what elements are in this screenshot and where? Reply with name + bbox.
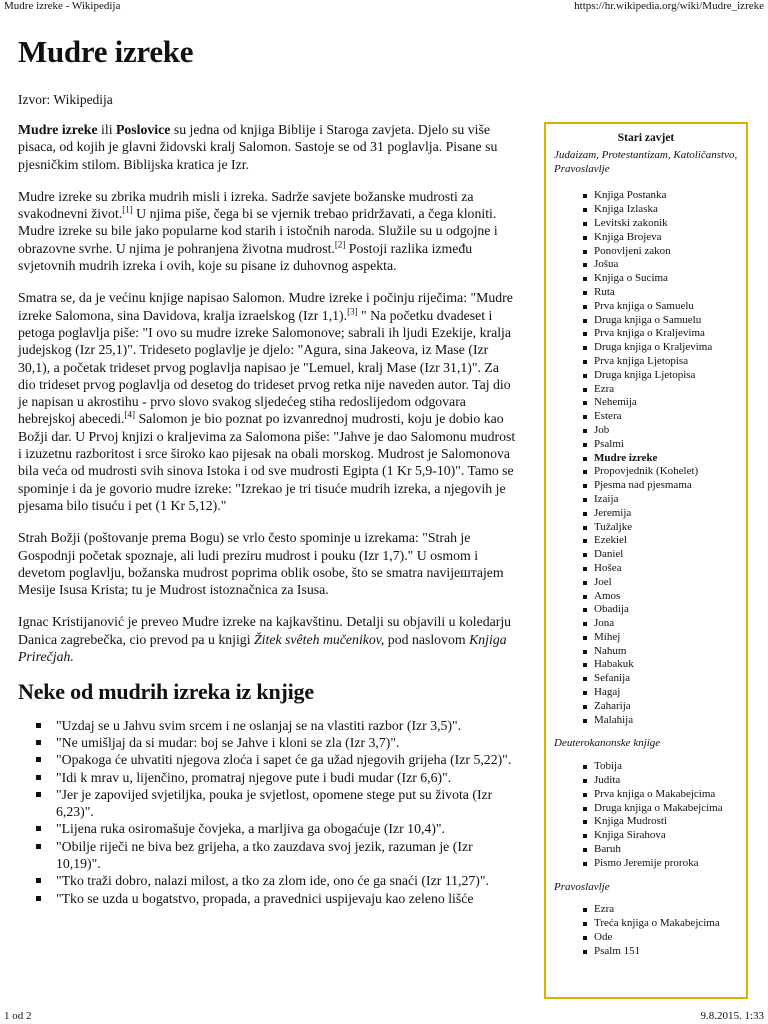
list-item: "Tko traži dobro, nalazi milost, a tko za zlom ide, ono će ga snaći (Izr 11,27)". (56, 872, 520, 889)
infobox-book-link[interactable]: Ruta (594, 286, 746, 300)
infobox-book-link[interactable]: Prva knjiga o Makabejcima (594, 788, 746, 802)
list-item: "Idi k mrav u, lijenčino, promatraj njegove pute i budi mudar (Izr 6,6)". (56, 769, 520, 786)
infobox-book-link[interactable]: Ponovljeni zakon (594, 245, 746, 259)
footnote-ref-3[interactable]: [3] (347, 306, 358, 317)
infobox-book-link[interactable]: Druga knjiga Ljetopisa (594, 369, 746, 383)
infobox-book-link[interactable]: Prva knjiga o Kraljevima (594, 327, 746, 341)
infobox-book-link[interactable]: Knjiga o Sucima (594, 272, 746, 286)
paragraph-2: Mudre izreke su zbrika mudrih misli i izreka. Sadrže savjete božanske mudrosti za svakodnevni život.[1] U njima piše, čega bi se vjernik trebao pridržavati, a čega kloniti. Mudre izreke su bile jako popularne kod starih i istočnih naroda. Služile su u odgojne i obrazovne svrhe. U njima je pohranjena životna mudrost.[2] Postoji razlika između svjetovnih mudrih izreka i ovih, koje su pisane iz duhovnog aspekta. (18, 188, 498, 274)
quotes-list (18, 717, 520, 907)
infobox-book-link[interactable]: Baruh (594, 843, 746, 857)
infobox-book-link[interactable]: Obadija (594, 603, 746, 617)
infobox-book-link[interactable]: Zaharija (594, 700, 746, 714)
infobox-books-list (546, 189, 746, 727)
infobox-book-link[interactable]: Izaija (594, 493, 746, 507)
list-item: "Lijena ruka osiromašuje čovjeka, a marljiva ga obogaćuje (Izr 10,4)". (56, 820, 520, 837)
infobox-deutero-list (546, 760, 746, 870)
infobox-book-link[interactable]: Propovjednik (Kohelet) (594, 465, 746, 479)
infobox-book-link[interactable]: Jeremija (594, 507, 746, 521)
infobox-book-link[interactable]: Treća knjiga o Makabejcima (594, 917, 746, 931)
list-item: "Opakoga će uhvatiti njegova zloća i sapet će ga užad njegovih grijeha (Izr 5,22)". (56, 751, 520, 768)
infobox-book-link[interactable]: Psalm 151 (594, 945, 746, 959)
footnote-ref-2[interactable]: [2] (334, 239, 346, 250)
infobox-book-link[interactable]: Job (594, 424, 746, 438)
infobox-title[interactable]: Stari zavjet (617, 132, 675, 144)
infobox-old-testament (544, 122, 748, 999)
infobox-book-link[interactable]: Ezra (594, 383, 746, 397)
article-source: Izvor: Wikipedija (18, 92, 113, 107)
infobox-book-link[interactable]: Druga knjiga o Kraljevima (594, 341, 746, 355)
print-page-number: 1 od 2 (4, 1010, 32, 1022)
infobox-book-link[interactable]: Joel (594, 576, 746, 590)
article-title: Mudre izreke (18, 34, 194, 69)
infobox-book-link[interactable]: Amos (594, 590, 746, 604)
infobox-orthodox-heading: Pravoslavlje (554, 880, 610, 893)
print-header (0, 0, 768, 16)
infobox-book-link[interactable]: Tužaljke (594, 521, 746, 535)
list-item: "Uzdaj se u Jahvu svim srcem i ne oslanjaj se na vlastiti razbor (Izr 3,5)". (56, 717, 520, 734)
infobox-book-link[interactable]: Levitski zakonik (594, 217, 746, 231)
list-item: "Tko se uzda u bogatstvo, propada, a pravednici uspijevaju kao zeleno lišće (56, 890, 520, 907)
list-item: "Ne umišljaj da si mudar: boj se Jahve i kloni se zla (Izr 3,7)". (56, 734, 520, 751)
print-url: https://hr.wikipedia.org/wiki/Mudre_izreke (574, 0, 764, 12)
infobox-subtitle: Judaizam, Protestantizam, Katoličanstvo, Pravoslavlje (554, 148, 738, 175)
section-heading: Neke od mudrih izreka iz knjige (18, 679, 314, 705)
infobox-book-link[interactable]: Psalmi (594, 438, 746, 452)
italic-title-knjiga: Knjiga Prirečjah. (18, 631, 507, 665)
paragraph-3: Smatra se, da je većinu knjige napisao Salomon. Mudre izreke i počinju riječima: "Mudre izreke Salomona, sina Davidova, kralja izraelskog (Izr 1,1).[3] " Na početku dvadeset i petoga poglavlja piše: "I ovo su mudre izreke Salomonove; sabrali ih ljudi Ezekije, kralja judejskog (Izr 25,1)". Trideseto poglavlje je djelo: "Agura, sina Jakeova, iz Mase (Izr 30,1), a početak trideset prvog poglavlja napisao je "Lemuel, kralj Mase (Izr 31,1)". Za dio trideset prvog poglavlja od desetog do trideset prvog retka nije naveden autor. Taj dio je napisan u akrostihu - prvo slovo svakog sljedećeg stiha redoslijedom odgovara hebrejskoj abecedi.[4] Salomon je bio poznat po izvanrednoj mudrosti, koju je dobio kao Božji dar. U Prvoj knjizi o kraljevima za Salomona piše: "Jahve je dao Salomonu mudrost i izuzetnu razboritost i srce široko kao pijesak na obali morskog. Mudrost je Salomonova bila veća od mudrosti svih sinova Istoka i od sve mudrosti Egipta (1 Kr 5,9-10)". Tamo se spominje i da je govorio mudre izreke: "Izrekao je tri tisuće mudrih izreka, a njegovih je pjesama bilo tisuću i pet (1 Kr 5,12)." (18, 290, 516, 513)
infobox-orthodox-list (546, 903, 746, 958)
intro-paragraph: Mudre izreke ili Poslovice su jedna od knjiga Biblije i Staroga zavjeta. Djelo su više pisaca, od kojih je glavni židovski kralj Salomon. Sastoje se od 31 poglavlja. Pisane su pjesničkim stilom. Biblijska kratica je Izr. (18, 122, 498, 172)
infobox-book-link[interactable]: Ezra (594, 903, 746, 917)
infobox-book-link[interactable]: Druga knjiga o Makabejcima (594, 802, 746, 816)
intro-bold-alt: Poslovice (115, 122, 171, 137)
paragraph-5: Ignac Kristijanović je preveo Mudre izreke na kajkavštinu. Detalji su objavili u koledarju Danica zagrebečka, cio prevod pa u knjigi Žitek svêteh mučenikov, pod naslovom Knjiga Prirečjah. (18, 614, 512, 665)
infobox-book-link[interactable]: Tobija (594, 760, 746, 774)
list-item: "Jer je zapovijed svjetiljka, pouka je svjetlost, opomene stege put su života (Izr 6,23)". (56, 786, 520, 821)
infobox-book-link[interactable]: Ezekiel (594, 534, 746, 548)
infobox-book-link[interactable]: Knjiga Mudrosti (594, 815, 746, 829)
infobox-book-link[interactable]: Ode (594, 931, 746, 945)
infobox-book-link[interactable]: Knjiga Brojeva (594, 231, 746, 245)
print-footer (0, 1008, 768, 1024)
print-timestamp: 9.8.2015. 1:33 (700, 1010, 764, 1022)
intro-bold-title: Mudre izreke (18, 122, 98, 137)
infobox-book-link[interactable]: Sefanija (594, 672, 746, 686)
italic-title-zitek: Žitek svêteh mučenikov, (253, 631, 385, 647)
infobox-book-link[interactable]: Knjiga Izlaska (594, 203, 746, 217)
infobox-book-link[interactable]: Daniel (594, 548, 746, 562)
infobox-book-link[interactable]: Estera (594, 410, 746, 424)
infobox-deutero-heading: Deuterokanonske knjige (554, 737, 661, 750)
infobox-book-link[interactable]: Prva knjiga o Samuelu (594, 300, 746, 314)
infobox-book-link[interactable]: Malahija (594, 714, 746, 728)
infobox-book-link: Mudre izreke (594, 452, 746, 466)
infobox-book-link[interactable]: Knjiga Postanka (594, 189, 746, 203)
print-page-title: Mudre izreke - Wikipedija (4, 0, 121, 12)
infobox-book-link[interactable]: Druga knjiga o Samuelu (594, 314, 746, 328)
infobox-book-link[interactable]: Knjiga Sirahova (594, 829, 746, 843)
footnote-ref-1[interactable]: [1] (122, 204, 133, 215)
infobox-book-link[interactable]: Habakuk (594, 658, 746, 672)
infobox-book-link[interactable]: Pjesma nad pjesmama (594, 479, 746, 493)
infobox-book-link[interactable]: Jošua (594, 258, 746, 272)
infobox-book-link[interactable]: Hagaj (594, 686, 746, 700)
infobox-book-link[interactable]: Hošea (594, 562, 746, 576)
infobox-book-link[interactable]: Pismo Jeremije proroka (594, 857, 746, 871)
infobox-book-link[interactable]: Judita (594, 774, 746, 788)
article-body (18, 121, 520, 907)
footnote-ref-4[interactable]: [4] (124, 409, 135, 420)
infobox-book-link[interactable]: Nahum (594, 645, 746, 659)
infobox-book-link[interactable]: Nehemija (594, 396, 746, 410)
paragraph-4: Strah Božji (poštovanje prema Bogu) se vrlo često spominje u izrekama: "Strah je Gospodnji početak spoznaje, ali ludi preziru mudrost i pouku (Izr 1,7)." U osmom i devetom poglavlju, božanska mudrost poprima oblik osobe, što se smatra navijештajem Mesije Isusa Krista; tu je Mudrost istoznačnica za Isusa. (18, 530, 504, 598)
infobox-book-link[interactable]: Mihej (594, 631, 746, 645)
infobox-book-link[interactable]: Prva knjiga Ljetopisa (594, 355, 746, 369)
list-item: "Obilje riječi ne biva bez grijeha, a tko zauzdava svoj jezik, razuman je (Izr 10,19)". (56, 838, 520, 873)
infobox-book-link[interactable]: Jona (594, 617, 746, 631)
